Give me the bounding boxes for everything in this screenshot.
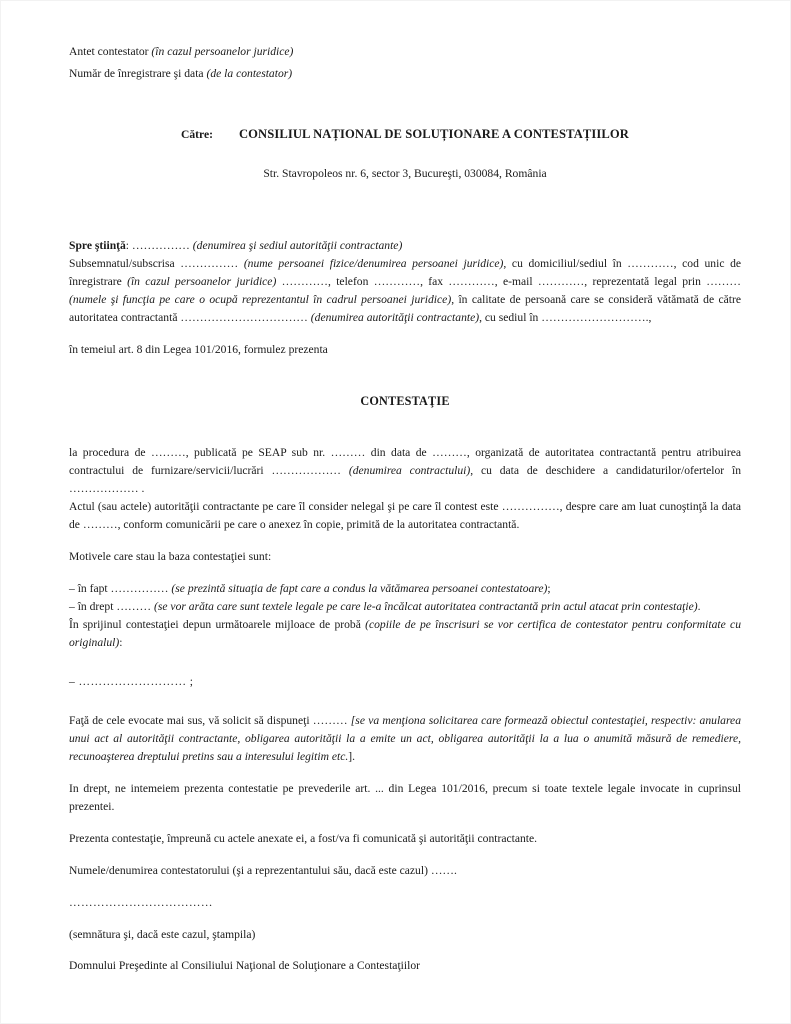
addressee-institution: CONSILIUL NAȚIONAL DE SOLUȚIONARE A CONTESTAȚIILOR [238, 126, 629, 141]
contestor-header-block [69, 43, 741, 83]
intro-s1: Subsemnatul/subscrisa …………… [69, 256, 244, 270]
intro-i2: (în cazul persoanelor juridice) [127, 274, 277, 288]
motive-fapt-i: (se prezintă situaţia de fapt care a condus la vătămarea persoanei contestatoare) [171, 581, 548, 595]
spacer-before-name [69, 848, 741, 862]
signature-dots-line: ……………………………… [69, 895, 213, 909]
intro-paragraph [69, 255, 741, 327]
procedure-s2: , cu data de deschidere a candidaturilor/ofertelor în ……………… . [69, 464, 742, 496]
spacer-before-request [69, 691, 741, 712]
header-antet-italic: (în cazul persoanelor juridice) [151, 45, 294, 58]
notice-line [69, 237, 741, 255]
notice-italic-note: (denumirea şi sediul autorităţii contractante) [192, 239, 403, 253]
spacer-before-communicated [69, 816, 741, 830]
spacer-before-evidence-blank [69, 652, 741, 673]
communicated-paragraph: Prezenta contestaţie, împreună cu actele anexate ei, a fost/va fi comunicată şi autorităţii contractante. [69, 831, 538, 845]
footer-addressee: Domnului Preşedinte al Consiliului Naţional de Soluţionare a Contestaţiilor [69, 959, 420, 973]
header-antet-plain: Antet contestator [69, 45, 152, 58]
signature-note: (semnătura şi, dacă este cazul, ştampila) [69, 927, 256, 941]
spacer-before-footer [69, 943, 741, 957]
addressee-row [69, 125, 741, 145]
document-body [69, 43, 741, 975]
motive-drept-end: . [697, 599, 701, 613]
spacer-before-signature-dots [69, 880, 741, 894]
request-paragraph [69, 712, 741, 766]
in-drept-paragraph: In drept, ne intemeiem prezenta contestatie pe prevederile art. ... din Legea 101/2016, precum si toate textele legale invocate in cuprinsul prezentei. [69, 781, 741, 813]
intro-s4: , în calitate de persoană care se consideră vătămată de către autoritatea contractantă …………………………… [69, 292, 742, 324]
evidence-paragraph [69, 616, 741, 652]
intro-i1: (nume persoanei fizice/denumirea persoanei juridice) [243, 256, 504, 270]
legal-basis-line: în temeiul art. 8 din Legea 101/2016, formulez prezenta [69, 342, 328, 356]
addressee-label: Către: [180, 127, 213, 141]
motive-drept [69, 598, 741, 616]
intro-s2: , cu domiciliul/sediul în …………, cod unic de înregistrare [69, 256, 742, 288]
evidence-s2: : [119, 635, 123, 649]
motive-fapt [69, 580, 741, 598]
spacer-before-signature-note [69, 912, 741, 926]
motive-fapt-end: ; [547, 581, 551, 595]
motives-lead: Motivele care stau la baza contestaţiei sunt: [69, 549, 272, 563]
intro-i3: (numele şi funcţia pe care o ocupă reprezentantul în cadrul persoanei juridice) [69, 292, 452, 306]
spacer-before-motive-items [69, 566, 741, 580]
intro-i4: (denumirea autorităţii contractante) [310, 310, 480, 324]
procedure-s1: la procedura de ………, publicată pe SEAP sub nr. ……… din data de ………, organizată de autoritatea contractantă pentru atribuirea contractului de furnizare/servicii/lucrări ……………… [69, 446, 741, 478]
header-numar-italic: (de la contestator) [206, 66, 293, 80]
notice-bold-label: Spre ştiinţă [69, 239, 126, 253]
request-i1: [se va menţiona solicitarea care formează obiectul contestaţiei, respectiv: anularea unui act al autorităţii contractante, obligarea autorităţii la a emite un act, obligarea autorităţii la a lua o anumită măsură de remediere, recunoaşterea dreptului pretins sau a interesului legitim etc. [69, 713, 741, 763]
spacer-before-title [69, 359, 741, 380]
spacer-before-legal-basis [69, 327, 741, 341]
header-numar-plain: Număr de înregistrare şi data [69, 66, 207, 80]
evidence-blank-line: – ……………………… ; [69, 674, 194, 688]
intro-s5: , cu sediul în ………………………., [479, 310, 652, 324]
act-paragraph: Actul (sau actele) autorităţii contractante pe care îl consider nelegal şi pe care îl contest este ……………, despre care am luat cunoştinţă la data de ………, conform comunicării pe care o anexez în copie, primită de la autoritatea contractantă. [69, 500, 741, 531]
document-title: CONTESTAŢIE [360, 394, 450, 409]
evidence-s1: În sprijinul contestaţiei depun următoarele mijloace de probă [69, 617, 366, 631]
header-line-numar [69, 65, 741, 83]
spacer-after-address [69, 195, 741, 223]
addressee-address: Str. Stavropoleos nr. 6, sector 3, Bucureşti, 030084, România [263, 167, 547, 181]
motive-drept-i: (se vor arăta care sunt textele legale pe care le-a încălcat autoritatea contractantă prin actul atacat prin contestaţie) [154, 599, 698, 613]
header-line-antet [69, 43, 741, 61]
procedure-paragraph [69, 444, 741, 498]
request-s2: ]. [348, 749, 356, 763]
spacer-before-motives [69, 534, 741, 548]
spacer-after-title [69, 423, 741, 444]
procedure-i1: (denumirea contractului) [348, 464, 471, 478]
spacer-after-address-2 [69, 223, 741, 237]
motive-fapt-s: – în fapt …………… [69, 581, 172, 595]
intro-s3: …………, telefon …………, fax …………, e-mail …………, reprezentată legal prin ……… [276, 274, 741, 288]
contestor-name-line: Numele/denumirea contestatorului (şi a reprezentantului său, dacă este cazul) ……. [69, 863, 457, 877]
motive-drept-s: – în drept ……… [69, 599, 155, 613]
evidence-i1: (copiile de pe înscrisuri se vor certifica de contestator pentru conformitate cu originalul) [69, 617, 741, 649]
request-s1: Faţă de cele evocate mai sus, vă solicit să dispuneţi ……… [69, 713, 351, 727]
notice-after-label: : …………… [125, 239, 193, 253]
spacer-before-in-drept [69, 766, 741, 780]
